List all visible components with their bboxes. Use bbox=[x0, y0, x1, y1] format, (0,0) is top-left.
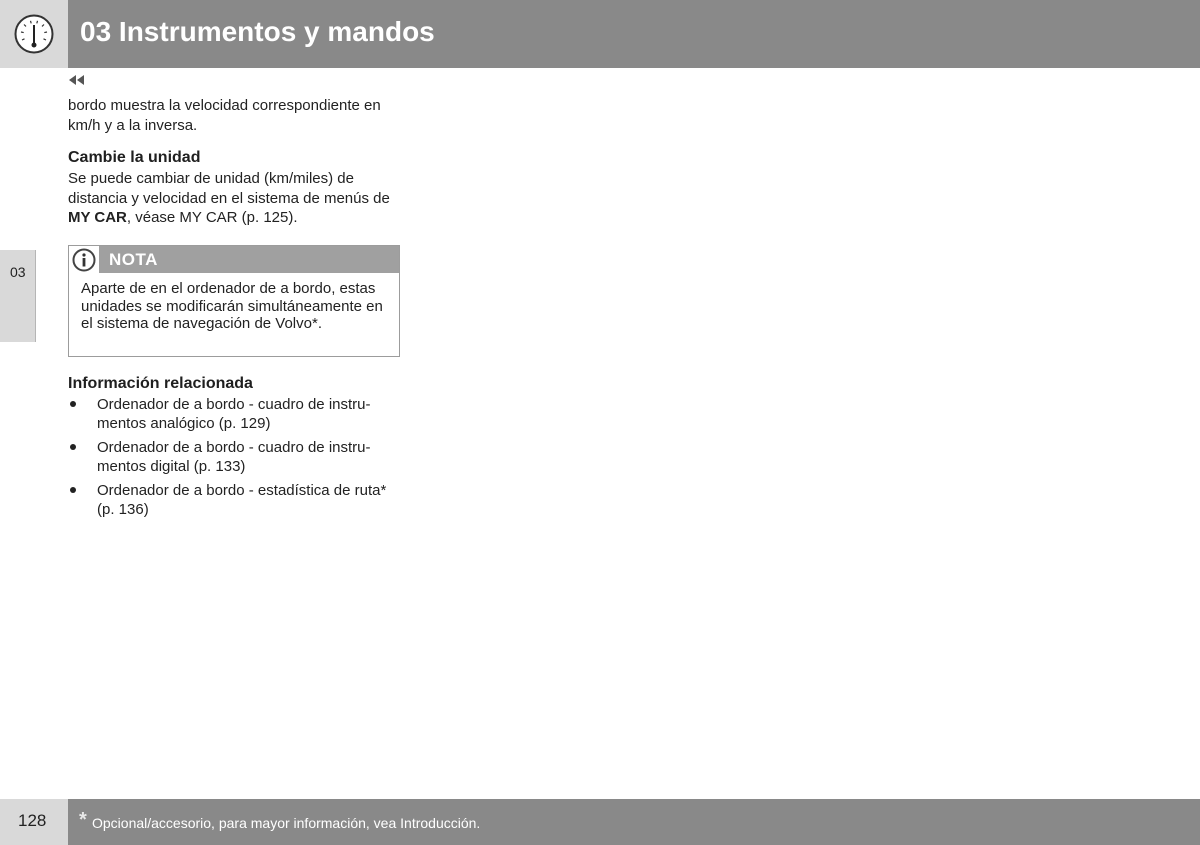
header-bar bbox=[68, 0, 1200, 68]
chapter-label: 03 bbox=[10, 264, 26, 280]
double-chevron-left-icon bbox=[68, 73, 88, 87]
footer-bar bbox=[68, 799, 1200, 845]
page-title: 03 Instrumentos y mandos bbox=[80, 16, 435, 47]
unit-section-heading: Cambie la unidad bbox=[68, 149, 201, 166]
note-icon-wrap bbox=[69, 246, 99, 273]
unit-text-after: , véase MY CAR (p. 125). bbox=[126, 209, 298, 226]
chapter-tab[interactable] bbox=[0, 250, 36, 342]
note-title: NOTA bbox=[109, 250, 158, 269]
unit-text-before: Se puede cambiar de unidad (km/miles) de distancia y velocidad en el sistema de menús de bbox=[68, 170, 390, 207]
note-box bbox=[68, 245, 400, 357]
footnote-star: * bbox=[79, 809, 87, 831]
gauge-icon bbox=[14, 14, 54, 54]
related-info-heading: Información relacionada bbox=[68, 375, 253, 392]
bullet-icon bbox=[70, 487, 76, 493]
my-car-term: MY CAR bbox=[68, 209, 127, 226]
related-link-text: Ordenador de a bordo - estadística de ruta* (p. 136) bbox=[97, 482, 387, 518]
intro-paragraph: bordo muestra la velocidad correspondiente en km/h y a la inversa. bbox=[68, 97, 381, 134]
related-link-trip-stats[interactable] bbox=[68, 481, 403, 519]
related-info-list bbox=[68, 395, 403, 524]
note-header bbox=[69, 246, 399, 273]
header-icon-box bbox=[0, 0, 68, 68]
page-number: 128 bbox=[18, 811, 47, 830]
related-link-digital[interactable] bbox=[68, 438, 403, 476]
related-link-text: Ordenador de a bordo - cuadro de instrumentos analógico (p. 129) bbox=[97, 396, 371, 432]
bullet-icon bbox=[70, 401, 76, 407]
related-link-text: Ordenador de a bordo - cuadro de instrumentos digital (p. 133) bbox=[97, 439, 371, 475]
page-number-box bbox=[0, 799, 68, 845]
bullet-icon bbox=[70, 444, 76, 450]
unit-section-paragraph bbox=[68, 169, 403, 228]
info-icon bbox=[72, 248, 96, 272]
note-text: Aparte de en el ordenador de a bordo, estas unidades se modificarán simultáneamente en el sistema de navegación de Volvo*. bbox=[81, 280, 383, 332]
footnote-text: Opcional/accesorio, para mayor información, vea Introducción. bbox=[92, 815, 481, 831]
related-link-analog[interactable] bbox=[68, 395, 403, 433]
